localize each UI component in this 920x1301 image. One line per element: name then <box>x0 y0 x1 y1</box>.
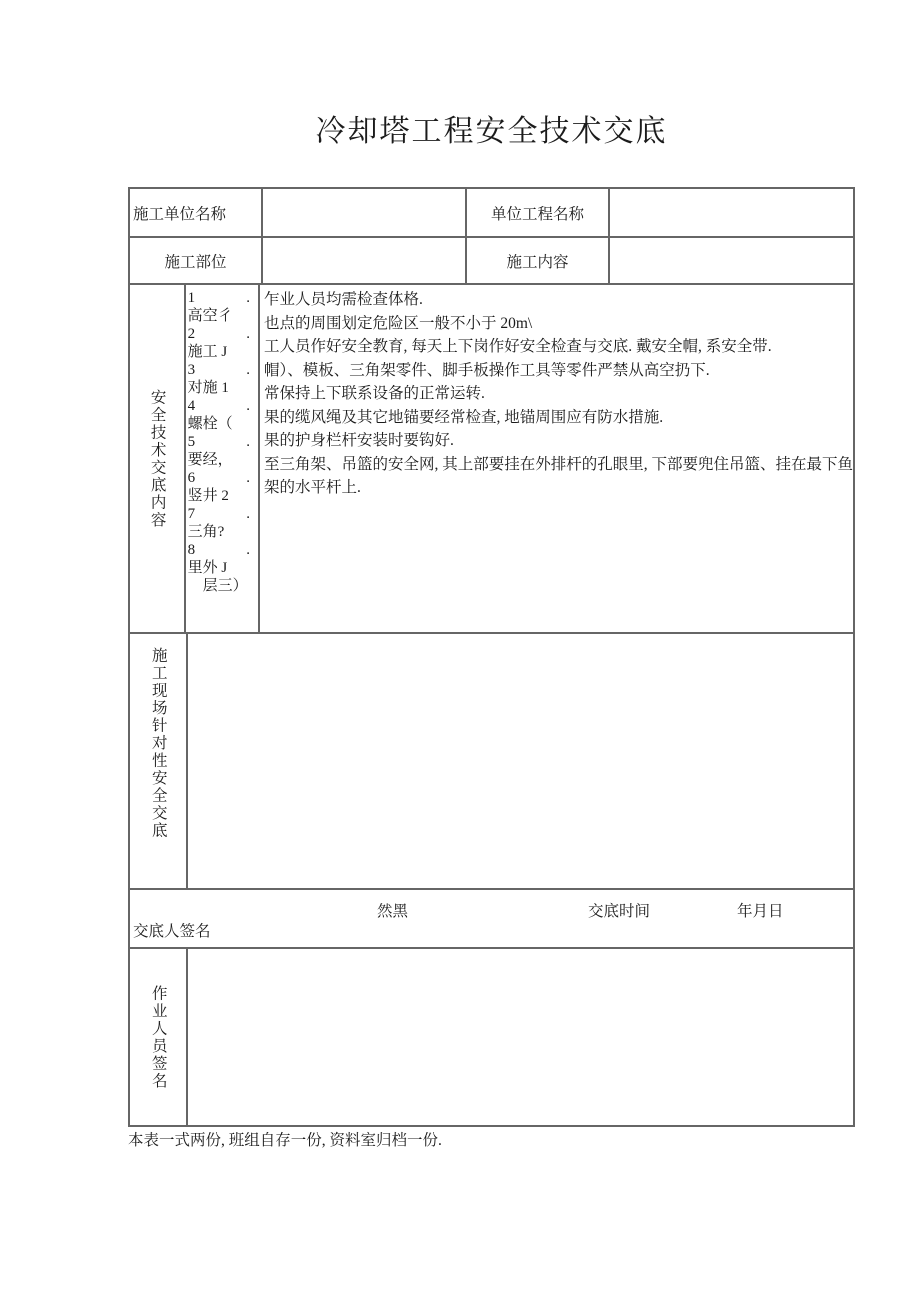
field-construction-part[interactable] <box>263 238 467 283</box>
index-left: 3 <box>187 362 196 378</box>
index-left: 施工 J <box>187 344 228 360</box>
signature-row <box>130 890 853 949</box>
index-dot: . <box>246 434 250 450</box>
index-line <box>188 307 250 325</box>
index-line <box>188 541 250 559</box>
index-left: 高空彳 <box>187 308 233 324</box>
row-construction-part <box>130 238 853 285</box>
safety-content-cell <box>260 285 853 632</box>
label-site-specific-disclosure: 施工现场针对性安全交底 <box>149 647 167 840</box>
index-line <box>188 289 250 307</box>
index-line <box>188 523 250 541</box>
label-construction-content: 施工内容 <box>467 238 610 283</box>
row-site-specific-disclosure <box>130 634 853 890</box>
label-unit-project-name: 单位工程名称 <box>467 189 610 236</box>
index-line <box>188 433 250 451</box>
index-dot: . <box>246 470 250 486</box>
index-line <box>188 343 250 361</box>
index-line <box>188 325 250 343</box>
label-worker-signature: 作业人员签名 <box>149 984 167 1090</box>
index-left: 竖井 2 <box>187 488 229 504</box>
index-column <box>186 285 260 632</box>
label-safety-disclosure-content-cell <box>130 285 186 632</box>
index-dot: . <box>246 290 250 306</box>
index-line <box>188 379 250 397</box>
label-worker-signature-cell <box>130 949 188 1125</box>
index-left: 4 <box>187 398 196 414</box>
label-disclosure-time: 交底时间 <box>588 903 651 920</box>
index-line <box>188 577 250 595</box>
index-left: 对施 1 <box>187 380 229 396</box>
field-unit-project-name[interactable] <box>610 189 853 236</box>
label-discloser-signature: 交底人签名 <box>133 923 211 940</box>
label-site-specific-cell <box>130 634 188 888</box>
index-dot: . <box>246 506 250 522</box>
content-line: 常保持上下联系设备的正常运转. <box>263 385 485 402</box>
field-construction-unit-name[interactable] <box>263 189 467 236</box>
field-worker-signatures[interactable] <box>188 949 853 1125</box>
index-left: 7 <box>187 506 196 522</box>
index-dot: . <box>246 542 250 558</box>
disclosure-date-placeholder: 年月日 <box>737 903 784 920</box>
index-left: 三角? <box>187 524 225 540</box>
label-construction-unit-name: 施工单位名称 <box>130 189 263 236</box>
field-construction-content[interactable] <box>610 238 853 283</box>
index-line <box>188 415 250 433</box>
index-left: 1 <box>187 290 196 306</box>
label-construction-part: 施工部位 <box>130 238 263 283</box>
doc-title: 冷却塔工程安全技术交底 <box>315 115 668 148</box>
index-left: 里外 J <box>187 560 228 576</box>
row-unit-names <box>130 189 853 238</box>
field-site-specific-content[interactable] <box>188 634 853 888</box>
content-line: 架的水平杆上. <box>263 479 361 496</box>
index-left: 8 <box>187 542 196 558</box>
content-line: 至三角架、吊篮的安全网, 其上部要挂在外排杆的孔眼里, 下部要兜住吊篮、挂在最下鱼 <box>263 455 853 473</box>
form-table <box>128 187 855 1127</box>
content-line: 乍业人员均需检查体格. <box>263 291 423 308</box>
index-left: 层三） <box>187 578 248 594</box>
index-left: 要经， <box>187 452 233 468</box>
row-safety-disclosure <box>130 285 853 634</box>
index-left: 6 <box>187 470 196 486</box>
discloser-signature-value: 然黑 <box>377 903 409 920</box>
row-worker-signatures <box>130 949 853 1125</box>
footer-note: 本表一式两份, 班组自存一份, 资料室归档一份. <box>128 1132 442 1149</box>
content-line: 帽）、模板、三角架零件、脚手板操作工具等零件严禁从高空扔下. <box>263 361 710 379</box>
index-left: 2 <box>187 326 196 342</box>
index-line <box>188 397 250 415</box>
index-dot: . <box>246 362 250 378</box>
content-line: 果的缆风绳及其它地锚要经常检查, 地锚周围应有防水措施. <box>263 408 664 426</box>
index-line <box>188 361 250 379</box>
index-line <box>188 559 250 577</box>
index-dot: . <box>246 326 250 342</box>
index-line <box>188 469 250 487</box>
index-line <box>188 505 250 523</box>
content-line: 工人员作好安全教育, 每天上下岗作好安全检查与交底. 戴安全帽, 系安全带. <box>263 338 772 355</box>
index-left: 螺栓（ <box>187 416 233 432</box>
index-line <box>188 487 250 505</box>
index-line <box>188 451 250 469</box>
content-line: 果的护身栏杆安装时要钩好. <box>263 432 454 449</box>
index-left: 5 <box>187 434 196 450</box>
index-dot: . <box>246 398 250 414</box>
content-line: 也点的周围划定危险区一般不小于 20m\ <box>263 314 533 332</box>
label-safety-disclosure-content: 安全技术交底内容 <box>148 388 166 529</box>
